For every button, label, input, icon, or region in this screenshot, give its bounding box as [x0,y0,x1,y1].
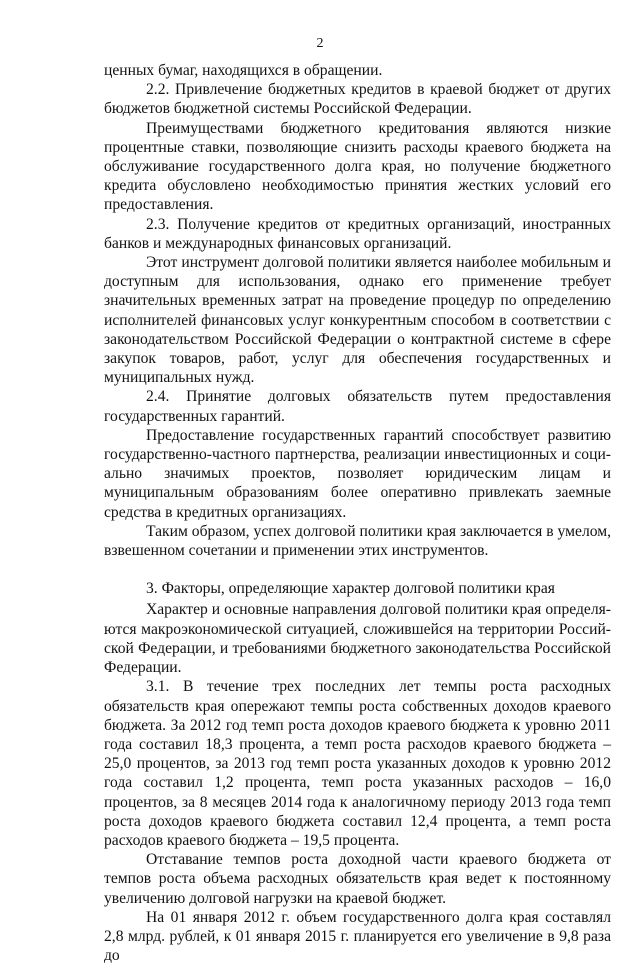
section-3-heading: 3. Факторы, определяющие характер долговой политики края [146,580,555,598]
paragraph-budget-credit-advantages: Преимуществами бюджетного кредитования являются низкие процентные ставки, позволяющие снизить расходы краевого бюджета на обслуживание государственного долга края, но получение бюджетного кредита обусловлено необходимостью принятия жестких условий его предоставления. [104,119,611,214]
paragraph-conclusion: Таким образом, успех долговой политики края заключается в умелом, взвешенном сочетании и применении этих инструментов. [104,522,611,560]
paragraph-2-3: 2.3. Получение кредитов от кредитных организаций, иностранных банков и международных финансовых организаций. [104,215,611,252]
paragraph-debt-policy-character: Характер и основные направления долговой политики края определяются макроэкономической ситуацией, сложившейся на территории Российской Федерации, и требованиями бюджетного законодательства Российской Федерации. [104,601,611,677]
paragraph-state-guarantees: Предоставление государственных гарантий способствует развитию государственно-частного партнерства, реализации инвестиционных и социально значимых проектов, позволяет юридическим лицам и муниципальным образованиям более оперативно привлекать заемные средства в кредитных организациях. [104,426,611,521]
document-body [104,61,611,965]
page-number: 2 [316,36,324,51]
paragraph-2-4: 2.4. Принятие долговых обязательств путем предоставления государственных гарантий. [104,388,611,425]
paragraph-2-2: 2.2. Привлечение бюджетных кредитов в краевой бюджет от других бюджетов бюджетной системы Российской Федерации. [104,81,611,118]
paragraph-3-1: 3.1. В течение трех последних лет темпы роста расходных обязательств края опережают темпы роста собственных доходов краевого бюджета. За 2012 год темп роста доходов краевого бюджета к уровню 2011 года составил 18,3 процента, а темп роста расходов краевого бюджета – 25,0 процентов, за 2013 год темп роста указанных доходов к уровню 2012 года составил 1,2 процента, темп роста указанных расходов – 16,0 процентов, за 8 месяцев 2014 года к аналогичному периоду 2013 года темп роста доходов краевого бюджета составил 12,4 процента, а темп роста расходов краевого бюджета – 19,5 процента. [104,678,611,849]
paragraph-revenue-lag: Отставание темпов роста доходной части краевого бюджета от темпов роста объема расходных обязательств края ведет к постоянному увеличению долговой нагрузки на краевой бюджет. [104,851,611,907]
paragraph-state-debt-volume: На 01 января 2012 г. объем государственного долга края составлял 2,8 млрд. рублей, к 01 января 2015 г. планируется его увеличение в 9,8 раза до [104,908,611,965]
paragraph-instrument-mobility: Этот инструмент долговой политики является наиболее мобильным и доступным для использования, однако его применение требует значительных временных затрат на проведение процедур по определению исполнителей финансовых услуг конкурентным способом в соответствии с законодательством Российской Федерации о контрактной системе в сфере закупок товаров, работ, услуг для обеспечения государственных и муниципальных нужд. [104,254,611,387]
paragraph-continuation: ценных бумаг, находящихся в обращении. [104,62,383,79]
